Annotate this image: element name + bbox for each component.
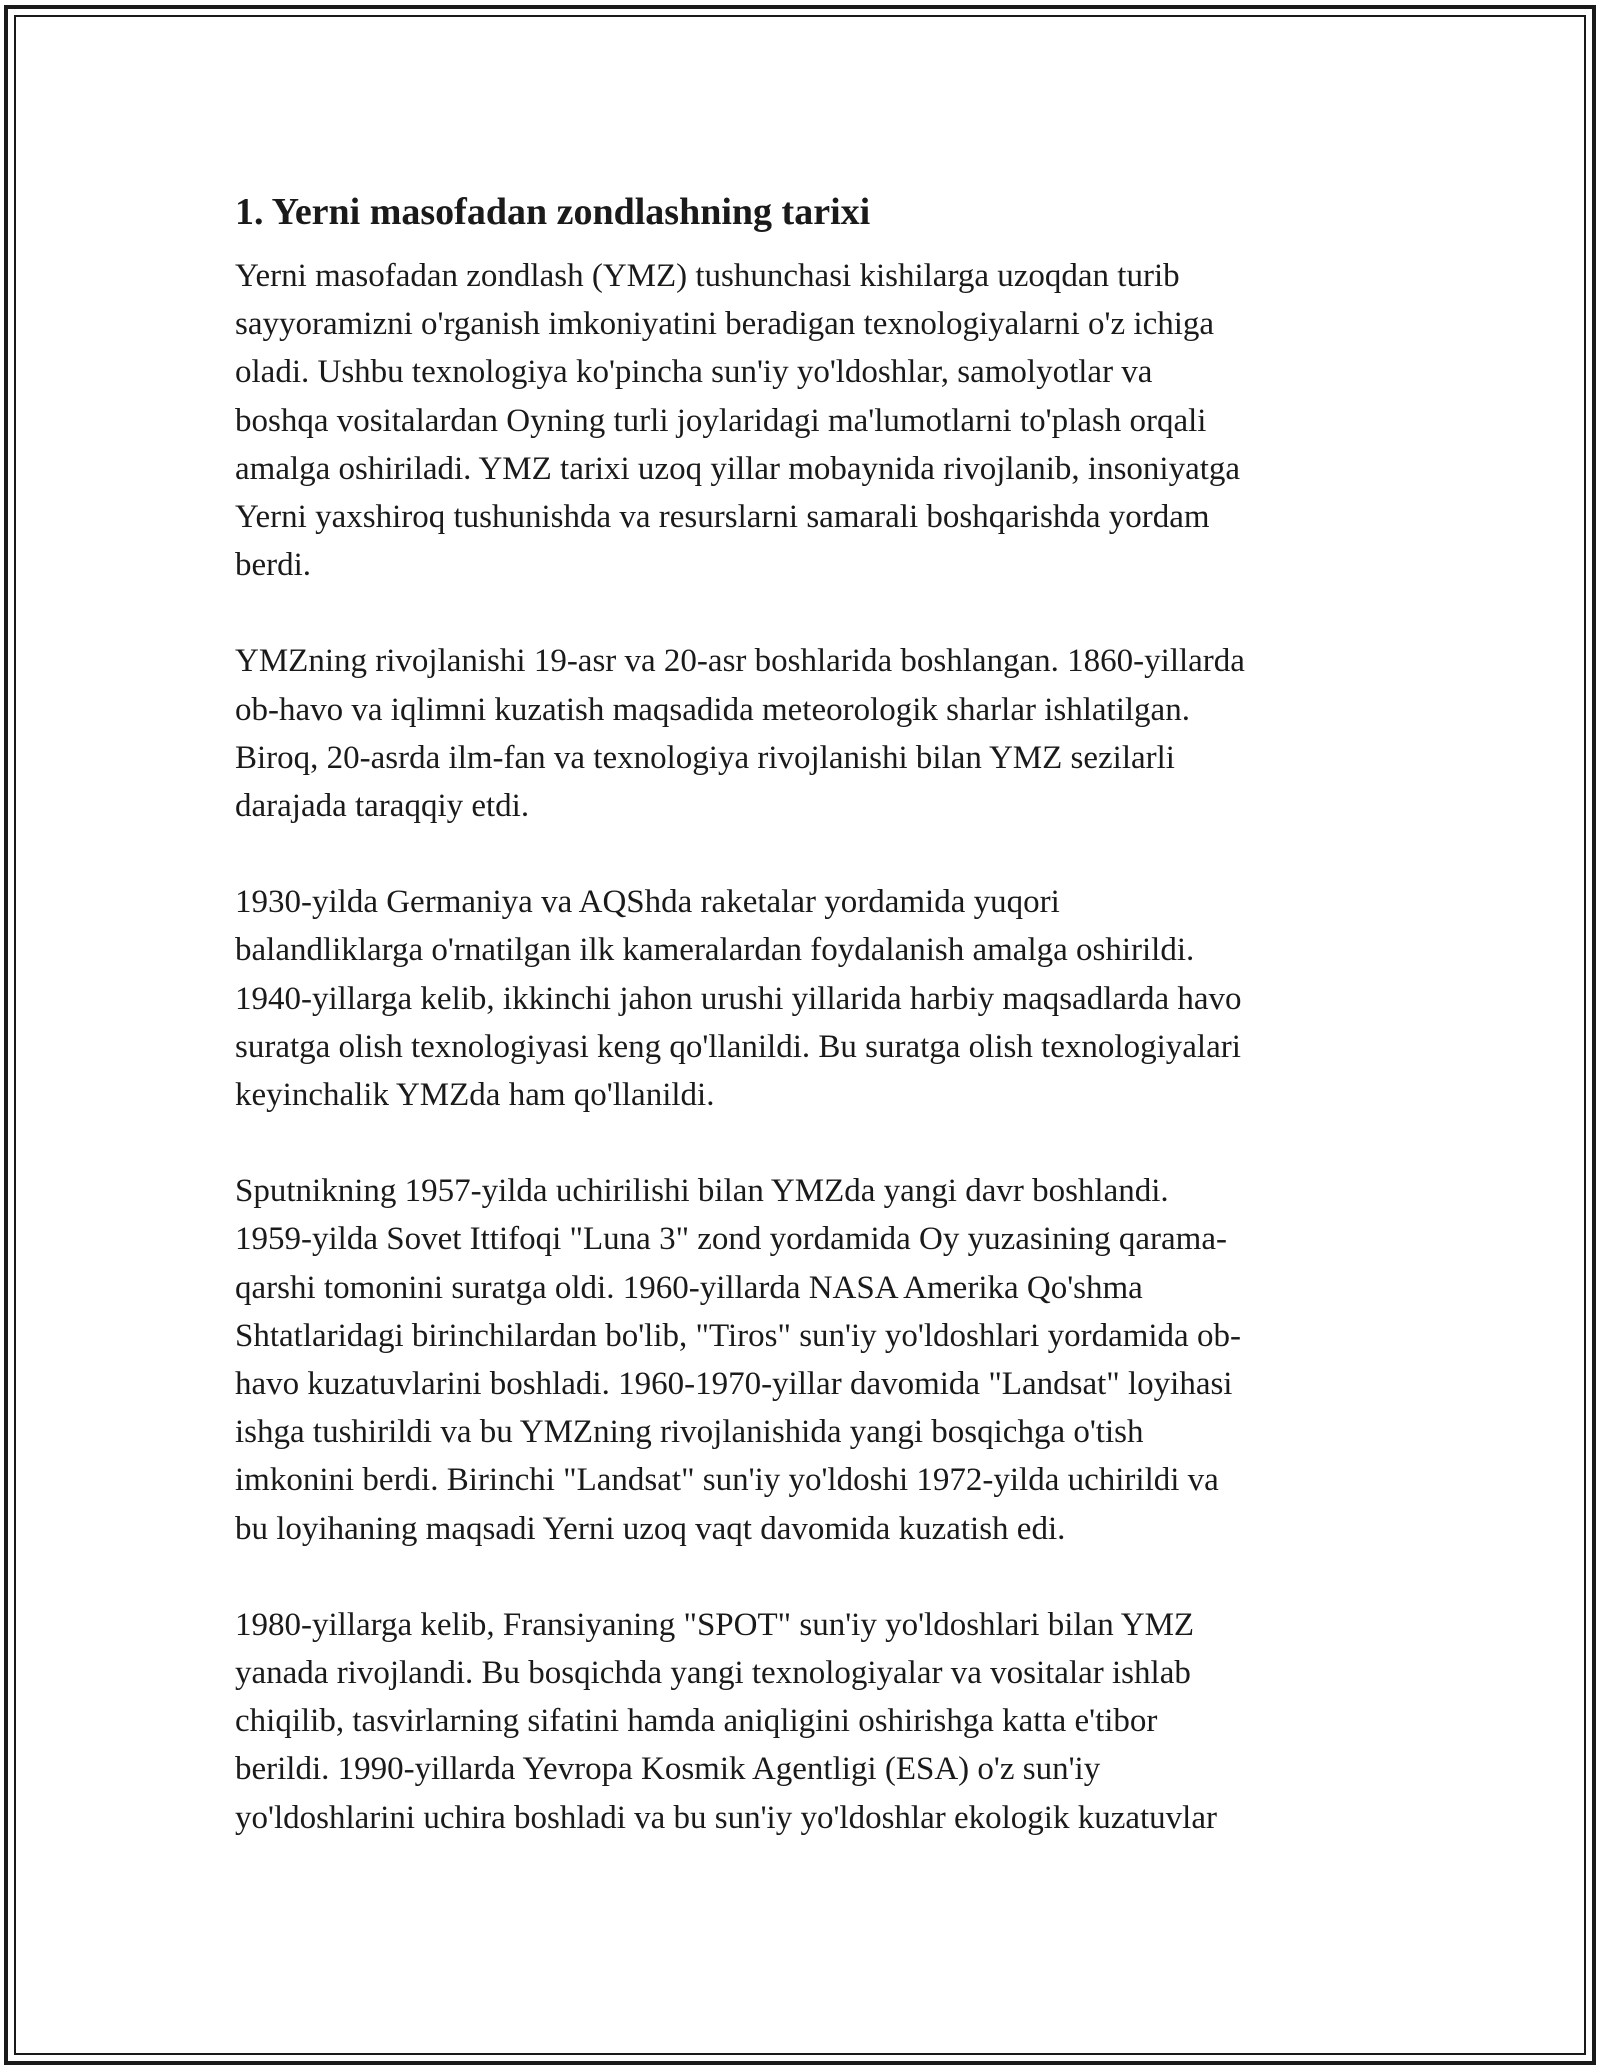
- paragraph-1980s-1990s: 1980-yillarga kelib, Fransiyaning "SPOT" sun'iy yo'ldoshlari bilan YMZ yanada rivojlandi. Bu bosqichda yangi texnologiyalar va vositalar ishlab chiqilib, tasvirlarning sifatini hamda aniqligini oshirishga katta e'tibor berildi. 1990-yillarda Yevropa Kosmik Agentligi (ESA) o'z sun'iy yo'ldoshlarini uchira boshladi va bu sun'iy yo'ldoshlar ekologik kuzatuvlar: [235, 1606, 1217, 1836]
- paragraph-space-era: Sputnikning 1957-yilda uchirilishi bilan YMZda yangi davr boshlandi. 1959-yilda Sovet Ittifoqi "Luna 3" zond yordamida Oy yuzasining qarama- qarshi tomonini suratga oldi. 1960-yillarda NASA Amerika Qo'shma Shtatlaridagi birinchilardan bo'lib, "Tiros" sun'iy yo'ldoshlari yordamida ob- havo kuzatuvlarini boshladi. 1960-1970-yillar davomida "Landsat" loyihasi ishga tushirildi va bu YMZning rivojlanishida yangi bosqichga o'tish imkonini berdi. Birinchi "Landsat" sun'iy yo'ldoshi 1972-yilda uchirildi va bu loyihaning maqsadi Yerni uzoq vaqt davomida kuzatish edi.: [235, 1173, 1241, 1547]
- paragraph-intro: Yerni masofadan zondlash (YMZ) tushunchasi kishilarga uzoqdan turib sayyoramizni o'rganish imkoniyatini beradigan texnologiyalarni o'z ichiga oladi. Ushbu texnologiya ko'pincha sun'iy yo'ldoshlar, samolyotlar va boshqa vositalardan Oyning turli joylaridagi ma'lumotlarni to'plash orqali amalga oshiriladi. YMZ tarixi uzoq yillar mobaynida rivojlanib, insoniyatga Yerni yaxshiroq tushunishda va resurslarni samarali boshqarishda yordam berdi.: [235, 258, 1241, 584]
- document-body: [235, 186, 1370, 1890]
- paragraph-early-history: YMZning rivojlanishi 19-asr va 20-asr boshlarida boshlangan. 1860-yillarda ob-havo va iqlimni kuzatish maqsadida meteorologik sharlar ishlatilgan. Biroq, 20-asrda ilm-fan va texnologiya rivojlanishi bilan YMZ sezilarli darajada taraqqiy etdi.: [235, 643, 1245, 825]
- paragraph-1930s-1940s: 1930-yilda Germaniya va AQShda raketalar yordamida yuqori balandliklarga o'rnatilgan ilk kameralardan foydalanish amalga oshirildi. 1940-yillarga kelib, ikkinchi jahon urushi yillarida harbiy maqsadlarda havo suratga olish texnologiyasi keng qo'llanildi. Bu suratga olish texnologiyalari keyinchalik YMZda ham qo'llanildi.: [235, 884, 1242, 1114]
- section-heading: 1. Yerni masofadan zondlashning tarixi: [235, 191, 871, 233]
